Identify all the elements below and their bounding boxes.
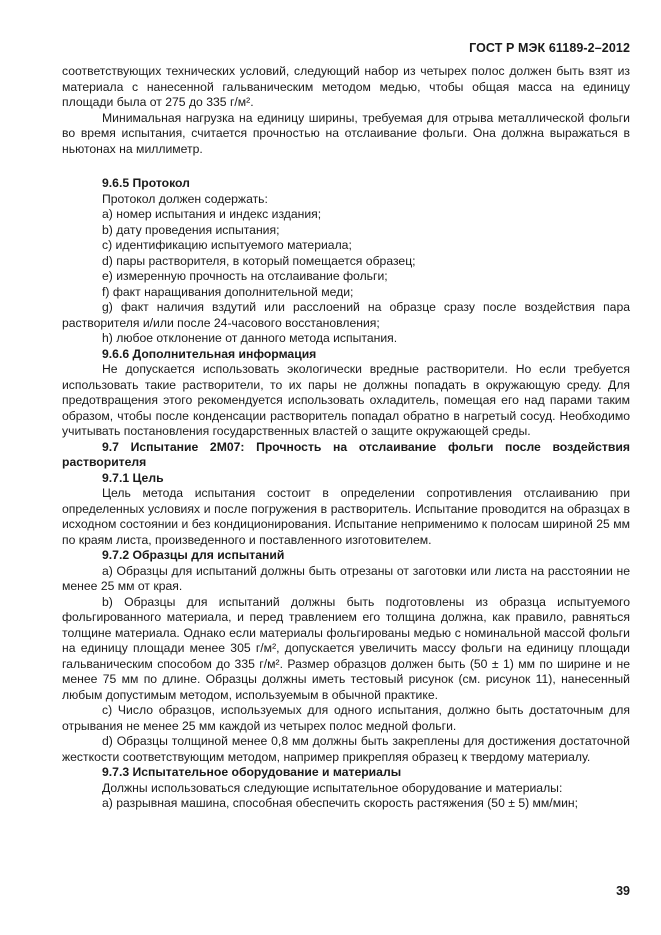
body-paragraph: a) разрывная машина, способная обеспечить скорость растяжения (50 ± 5) мм/мин; bbox=[102, 796, 578, 810]
document-body bbox=[62, 64, 630, 812]
page-number: 39 bbox=[616, 884, 630, 898]
section-heading: 9.6.6 Дополнительная информация bbox=[102, 346, 317, 361]
body-paragraph: Должны использоваться следующие испытательное оборудование и материалы: bbox=[102, 780, 563, 795]
body-paragraph: Минимальная нагрузка на единицу ширины, требуемая для отрыва металлической фольги во время испытания, считается прочностью на отслаивание фольги. Она должна выражаться в ньютонах на миллиметр. bbox=[62, 110, 630, 156]
body-paragraph: Цель метода испытания состоит в определении сопротивления отслаиванию при определенных условиях и после погружения в растворитель. Испытание проводится на образцах в исходном состоянии и без кондиционирования. Испытание неприменимо к полосам шириной 25 мм по краям листа, произведенного и поставленного изготовителем. bbox=[62, 486, 630, 547]
body-paragraph: d) Образцы толщиной менее 0,8 мм должны быть закреплены для достижения достаточной жесткости соответствующим методом, например прикрепляя образец к твердому материалу. bbox=[62, 734, 630, 764]
body-paragraph: Не допускается использовать экологически вредные растворители. Но если требуется использовать такие растворители, то их пары не должны попадать в окружающую среду. Для предотвращения этого рекомендуется использовать охладитель, помещая его над парами таким образом, чтобы после конденсации растворитель попадал обратно в нагретый сосуд. Необходимо учитывать постановления государственных властей о защите окружающей среды. bbox=[62, 362, 630, 438]
section-heading: 9.6.5 Протокол bbox=[102, 176, 190, 190]
standard-header: ГОСТ Р МЭК 61189-2–2012 bbox=[469, 41, 630, 55]
body-paragraph: d) пары растворителя, в который помещается образец; bbox=[102, 253, 416, 268]
section-gap bbox=[62, 157, 630, 176]
body-paragraph: a) Образцы для испытаний должны быть отрезаны от заготовки или листа на расстоянии не менее 25 мм от края. bbox=[62, 563, 630, 593]
body-paragraph: f) факт наращивания дополнительной меди; bbox=[102, 284, 354, 299]
section-heading: 9.7.3 Испытательное оборудование и материалы bbox=[102, 765, 402, 779]
section-heading: 9.7.2 Образцы для испытаний bbox=[102, 548, 285, 562]
section-heading: 9.7.1 Цель bbox=[102, 470, 164, 485]
body-paragraph: e) измеренную прочность на отслаивание фольги; bbox=[102, 269, 388, 283]
body-paragraph: b) Образцы для испытаний должны быть подготовлены из образца испытуемого фольгированного материала, и перед травлением его толщина должна, как правило, равняться толщине материала. Однако если материалы фольгированы медью с номинальной массой фольги на единицу площади менее 305 г/м², допускается увеличить массу фольги на единицу площади гальваническим способом до 335 г/м². Размер образцов должен быть (50 ± 1) мм по ширине и не менее 75 мм по длине. Образцы должны иметь тестовый рисунок (см. рисунок 11), нанесенный любым допустимым методом, используемым в обычной практике. bbox=[62, 594, 630, 702]
section-heading: 9.7 Испытание 2М07: Прочность на отслаивание фольги после воздействия растворителя bbox=[62, 439, 630, 469]
body-paragraph: c) идентификацию испытуемого материала; bbox=[102, 238, 352, 252]
body-paragraph: a) номер испытания и индекс издания; bbox=[102, 207, 322, 221]
body-paragraph: c) Число образцов, используемых для одного испытания, должно быть достаточным для отрывания не менее 25 мм каждой из четырех полос медной фольги. bbox=[62, 703, 630, 733]
body-paragraph: Протокол должен содержать: bbox=[102, 191, 268, 206]
body-paragraph: h) любое отклонение от данного метода испытания. bbox=[102, 331, 398, 345]
body-paragraph: g) факт наличия вздутий или расслоений на образце сразу после воздействия пара растворителя и/или после 24-часового восстановления; bbox=[62, 300, 630, 330]
body-paragraph: b) дату проведения испытания; bbox=[102, 222, 280, 237]
body-paragraph: соответствующих технических условий, следующий набор из четырех полос должен быть взят из материала с нанесенной гальваническим методом медью, чтобы общая масса на единицу площади была от 275 до 335 г/м². bbox=[62, 64, 630, 109]
